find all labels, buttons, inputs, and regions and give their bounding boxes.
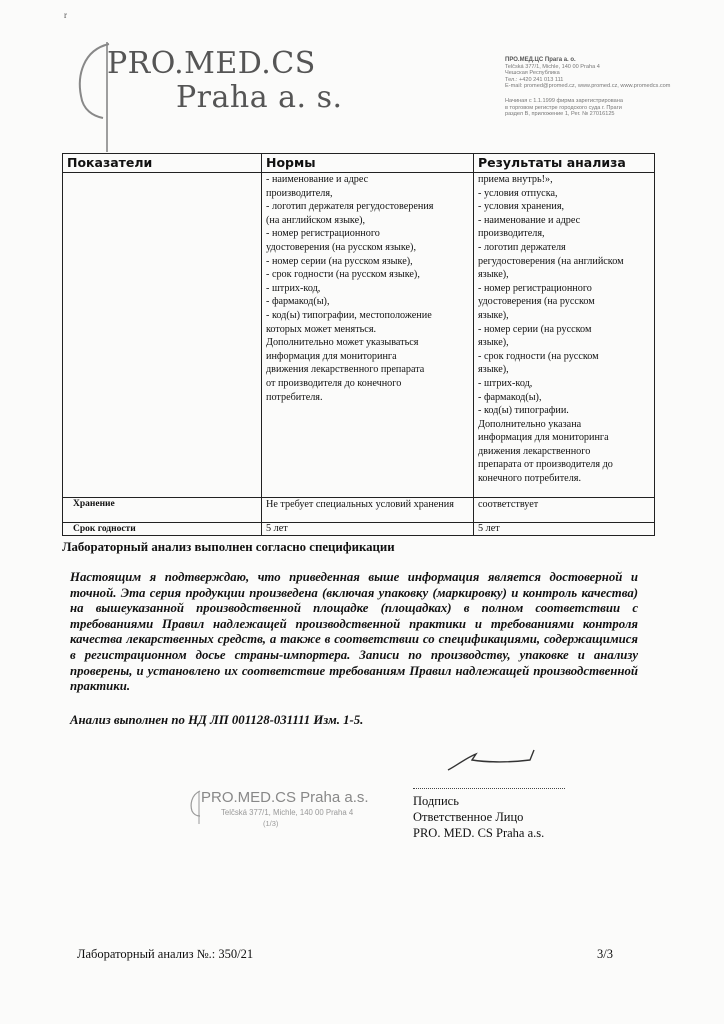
footer-page-number: 3/3 bbox=[597, 947, 613, 961]
company-info bbox=[505, 57, 705, 118]
header-indicators: Показатели bbox=[63, 154, 262, 173]
stamp-number: (1/3) bbox=[263, 819, 279, 828]
corner-mark: r bbox=[64, 10, 67, 20]
company-stamp bbox=[188, 789, 398, 829]
table-row bbox=[63, 498, 655, 523]
cell-indicator bbox=[63, 173, 262, 498]
cell-results: соответствует bbox=[474, 498, 655, 523]
signature-company: PRO. MED. CS Praha a.s. bbox=[413, 826, 545, 841]
header-norms: Нормы bbox=[262, 154, 474, 173]
company-line: Тел.: +420 241 013 111 bbox=[505, 76, 564, 83]
footer-report-number: Лабораторный анализ №.: 350/21 bbox=[77, 947, 254, 961]
signature-block bbox=[413, 793, 544, 842]
company-line: E-mail: promed@promed.cz, www.promed.cz, www.promedcs.com bbox=[505, 83, 671, 90]
table-header-row bbox=[63, 154, 655, 173]
company-line: Начиная с 1.1.1999 фирма зарегистрирована bbox=[505, 97, 623, 104]
logo-text-line2: Praha a. s. bbox=[176, 80, 343, 115]
company-name: ПРО.МЕД.ЦС Прага а. о. bbox=[505, 57, 576, 63]
signature-role: Ответственное Лицо bbox=[413, 810, 524, 825]
cell-norms: 5 лет bbox=[262, 523, 474, 536]
company-line: раздел В, приложение 1, Рег. № 27016125 bbox=[505, 111, 615, 118]
company-line: Telčská 377/1, Michle, 140 00 Praha 4 bbox=[505, 63, 600, 70]
company-line: Чешская Республика bbox=[505, 70, 560, 77]
cell-indicator: Срок годности bbox=[63, 523, 262, 536]
conclusion-text: Лабораторный анализ выполнен согласно спецификации bbox=[62, 540, 395, 554]
header-results: Результаты анализа bbox=[474, 154, 655, 173]
cell-results: 5 лет bbox=[474, 523, 655, 536]
cell-indicator: Хранение bbox=[63, 498, 262, 523]
cell-norms: - наименование и адрес производителя, - логотип держателя регудостоверения (на английском языке), - номер регистрационного удостоверения (на русском языке), - номер серии (на русском языке), - срок годности (на русском языке), - штрих-код, - фармакод(ы), - код(ы) типографии, местоположение которых может меняться. Дополнительно может указываться информация для мониторинга движения лекарственного препарата от производителя до конечного потребителя. bbox=[262, 173, 474, 498]
cell-results: приема внутрь!», - условия отпуска, - условия хранения, - наименование и адрес производителя, - логотип держателя регудостоверения (на английском языке), - номер регистрационного удостоверения (на русском языке), - номер серии (на русском языке), - срок годности (на русском языке), - штрих-код, - фармакод(ы), - код(ы) типографии. Дополнительно указана информация для мониторинга движения лекарственного препарата от производителя до конечного потребителя. bbox=[474, 173, 655, 498]
company-line: в торговом регистре городского суда г. Праги bbox=[505, 104, 622, 111]
logo-text-line1: PRO.MED.CS bbox=[107, 46, 316, 81]
signature-icon bbox=[444, 746, 554, 774]
confirmation-paragraph: Настоящим я подтверждаю, что приведенная выше информация является достоверной и точной. Эта серия продукции произведена (включая упаковку (маркировку) и контроль качества) на вышеуказанной производственной площадке (площадках) в полном соответствии с требованиями Правил надлежащей производственной практики и требованиями контроля качества лекарственных средств, а также в соответствии со спецификациями, содержащимися в регистрационном досье страны-импортера. Записи по производству, упаковке и анализу проверены, и установлено их соответствие требованиям Правил надлежащей производственной практики. bbox=[70, 570, 638, 694]
table-row bbox=[63, 173, 655, 498]
cell-norms: Не требует специальных условий хранения bbox=[262, 498, 474, 523]
analysis-table bbox=[62, 153, 655, 536]
stamp-arc-icon bbox=[188, 789, 202, 825]
signature-line bbox=[413, 788, 565, 789]
signature-label: Подпись bbox=[413, 794, 459, 808]
analysis-reference: Анализ выполнен по НД ЛП 001128-031111 Изм. 1-5. bbox=[70, 713, 364, 727]
stamp-name: PRO.MED.CS Praha a.s. bbox=[201, 789, 369, 806]
stamp-address: Telčská 377/1, Michle, 140 00 Praha 4 bbox=[221, 808, 354, 817]
table-row bbox=[63, 523, 655, 536]
